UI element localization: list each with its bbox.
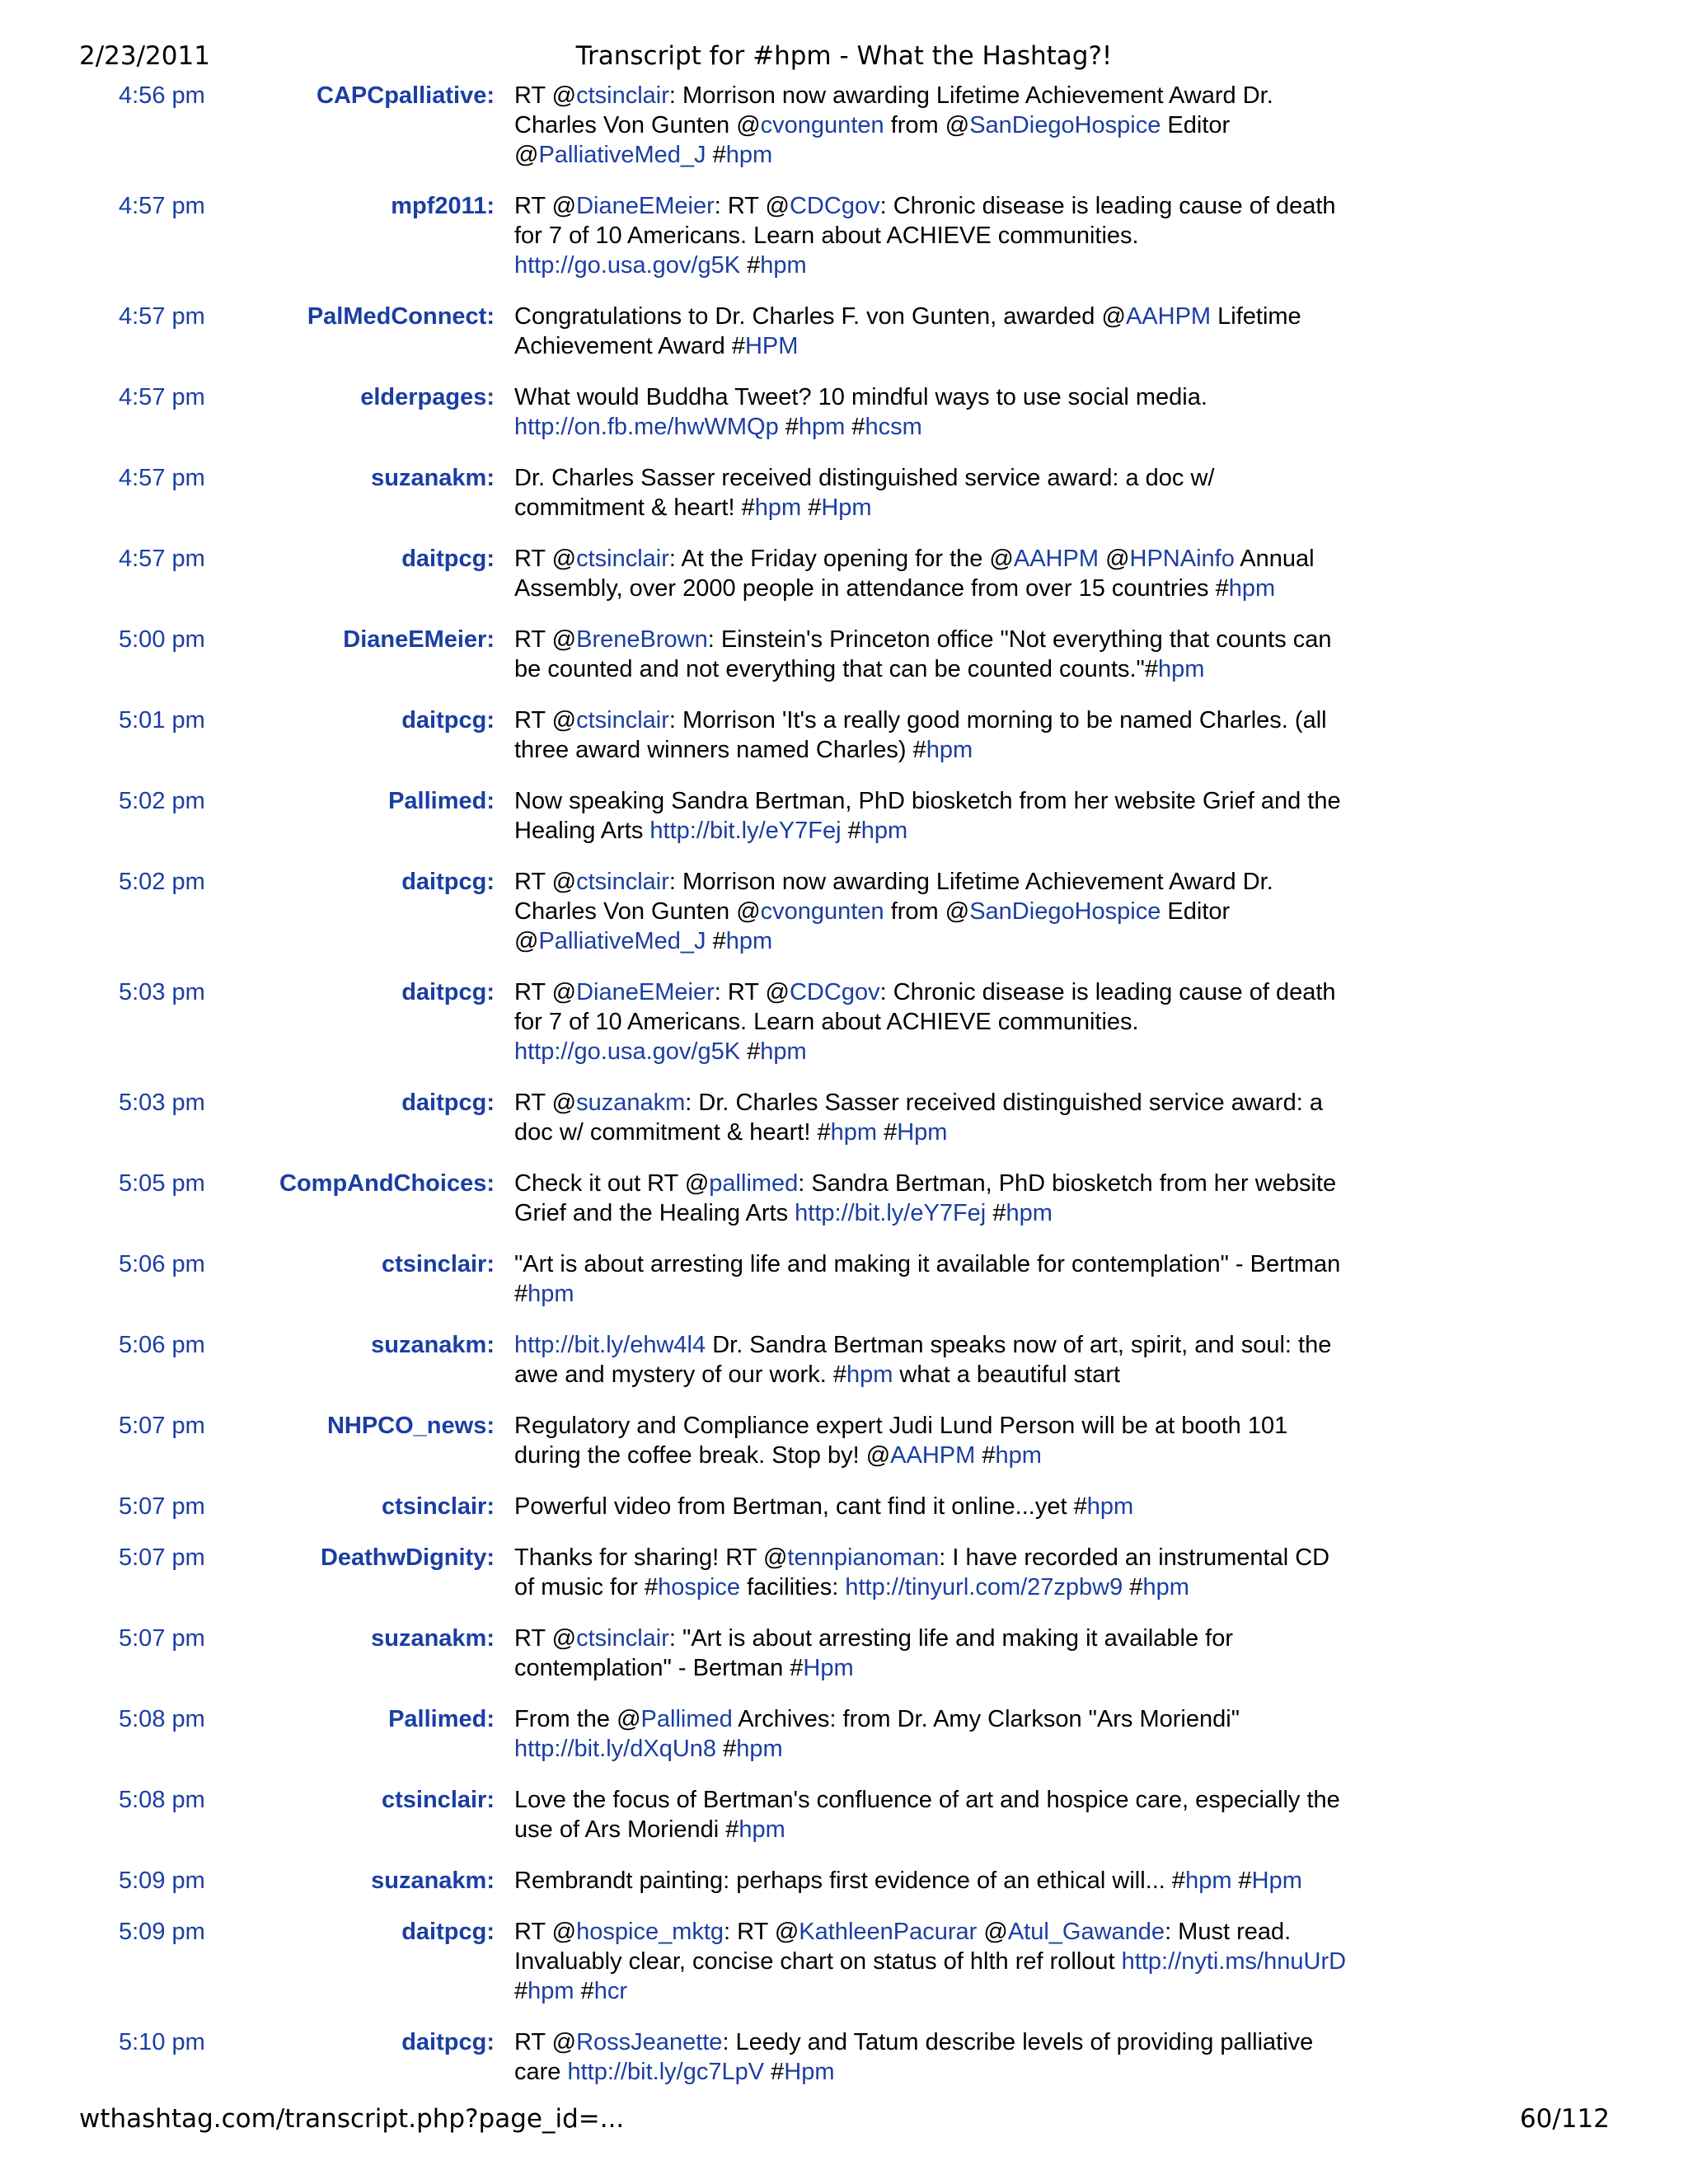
tweet-username[interactable]: mpf2011:	[391, 193, 495, 219]
tweet-link[interactable]: ctsinclair	[576, 707, 669, 733]
tweet-link[interactable]: http://on.fb.me/hwWMQp	[514, 414, 779, 440]
tweet-link[interactable]: tennpianoman	[787, 1544, 940, 1571]
tweet-text-segment: Love the focus of Bertman's confluence of art and hospice care, especially the use of Ars Moriendi #	[514, 1787, 1340, 1843]
tweet-row	[0, 1169, 1688, 1249]
tweet-text	[514, 1411, 1347, 1470]
tweet-time[interactable]: 5:03 pm	[119, 979, 205, 1005]
tweet-text-segment: : RT @	[724, 1919, 799, 1945]
tweet-link[interactable]: DianeEMeier	[576, 979, 715, 1005]
tweet-link[interactable]: PalliativeMed_J	[538, 142, 706, 168]
tweet-text-segment: : RT @	[714, 193, 790, 219]
tweet-link[interactable]: cvongunten	[760, 112, 884, 138]
tweet-link[interactable]: hpm	[798, 414, 846, 440]
tweet-text-segment: : At the Friday opening for the @	[668, 546, 1014, 572]
tweet-text	[514, 2027, 1347, 2087]
tweet-text-segment: #	[740, 252, 761, 279]
tweet-time[interactable]: 4:57 pm	[119, 193, 205, 219]
tweet-link[interactable]: http://bit.ly/ehw4l4	[514, 1332, 706, 1358]
tweet-link[interactable]: SanDiegoHospice	[969, 112, 1161, 138]
tweet-text-segment: #	[1123, 1574, 1143, 1601]
tweet-time[interactable]: 5:02 pm	[119, 788, 205, 814]
tweet-text-segment: "Art is about arresting life and making it available for contemplation" - Bertman #	[514, 1251, 1341, 1307]
tweet-time[interactable]: 5:05 pm	[119, 1170, 205, 1197]
tweet-username[interactable]: DeathwDignity:	[320, 1544, 495, 1571]
tweet-row	[0, 1785, 1688, 1866]
tweet-text-segment: RT @	[514, 1090, 577, 1116]
tweet-link[interactable]: HPNAinfo	[1129, 546, 1235, 572]
tweet-link[interactable]: BreneBrown	[576, 626, 708, 653]
tweet-link[interactable]: hpm	[995, 1442, 1042, 1469]
tweet-time[interactable]: 4:57 pm	[119, 465, 205, 491]
tweet-username[interactable]: daitpcg:	[401, 869, 495, 895]
tweet-link[interactable]: AAHPM	[1125, 303, 1212, 330]
tweet-time[interactable]: 4:56 pm	[119, 82, 205, 109]
tweet-link[interactable]: ctsinclair	[576, 1625, 669, 1652]
tweet-row	[0, 1492, 1688, 1543]
tweet-link[interactable]: hpm	[760, 1038, 807, 1065]
tweet-text-segment: : Morrison now awarding Lifetime Achievement Award Dr. Charles Von Gunten @	[514, 82, 1273, 138]
tweet-link[interactable]: hcsm	[865, 414, 922, 440]
tweet-row	[0, 1411, 1688, 1492]
tweet-link[interactable]: http://bit.ly/eY7Fej	[649, 818, 842, 844]
tweet-text-segment: : Must read. Invaluably clear, concise chart on status of hlth ref rollout	[514, 1919, 1292, 1975]
tweet-link[interactable]: hpm	[528, 1281, 574, 1307]
tweet-link[interactable]: http://bit.ly/dXqUn8	[514, 1736, 717, 1762]
tweet-link[interactable]: Hpm	[821, 494, 872, 521]
tweet-time[interactable]: 4:57 pm	[119, 546, 205, 572]
tweet-link[interactable]: hpm	[754, 494, 802, 521]
tweet-link[interactable]: PalliativeMed_J	[538, 928, 706, 954]
tweet-row	[0, 977, 1688, 1088]
tweet-username[interactable]: daitpcg:	[401, 546, 495, 572]
tweet-text-segment: : Chronic disease is leading cause of death for 7 of 10 Americans. Learn about ACHIEVE communities.	[514, 193, 1336, 249]
tweet-text-segment: Congratulations to Dr. Charles F. von Gunten, awarded @	[514, 303, 1126, 330]
tweet-text	[514, 544, 1347, 603]
tweet-time[interactable]: 5:06 pm	[119, 1251, 205, 1277]
tweet-username[interactable]: ctsinclair:	[382, 1251, 495, 1277]
tweet-time[interactable]: 5:01 pm	[119, 707, 205, 733]
tweet-text-segment: RT @	[514, 979, 577, 1005]
tweet-username[interactable]: daitpcg:	[401, 1090, 495, 1116]
tweet-text-segment: Editor @	[514, 898, 1231, 954]
tweet-text-segment: #	[1231, 1868, 1252, 1894]
tweet-text	[514, 1169, 1347, 1228]
tweet-username[interactable]: suzanakm:	[371, 1332, 495, 1358]
tweet-time[interactable]: 5:07 pm	[119, 1625, 205, 1652]
tweet-username[interactable]: daitpcg:	[401, 979, 495, 1005]
tweet-username[interactable]: Pallimed:	[388, 1706, 495, 1732]
tweet-link[interactable]: AAHPM	[1013, 546, 1100, 572]
tweet-text-segment: : Morrison now awarding Lifetime Achievement Award Dr. Charles Von Gunten @	[514, 869, 1273, 925]
tweet-text-segment: : Chronic disease is leading cause of death for 7 of 10 Americans. Learn about ACHIEVE communities.	[514, 979, 1336, 1035]
tweet-link[interactable]: ctsinclair	[576, 546, 669, 572]
tweet-text-segment: Thanks for sharing! RT @	[514, 1544, 788, 1571]
transcript-list	[0, 81, 1688, 2108]
tweet-link[interactable]: hpm	[846, 1361, 893, 1388]
tweet-time[interactable]: 4:57 pm	[119, 303, 205, 330]
tweet-text-segment: Regulatory and Compliance expert Judi Lund Person will be at booth 101 during the coffee break. Stop by! @	[514, 1413, 1288, 1469]
tweet-text-segment: : RT @	[714, 979, 790, 1005]
tweet-text	[514, 1249, 1347, 1309]
tweet-text	[514, 463, 1347, 523]
tweet-link[interactable]: Pallimed	[640, 1706, 733, 1732]
tweet-link[interactable]: RossJeanette	[576, 2029, 723, 2055]
tweet-text-segment: RT @	[514, 193, 577, 219]
tweet-username[interactable]: ctsinclair:	[382, 1493, 495, 1520]
tweet-time[interactable]: 4:57 pm	[119, 384, 205, 410]
tweet-link[interactable]: hpm	[830, 1119, 878, 1146]
tweet-text-segment: #	[574, 1978, 594, 2004]
tweet-link[interactable]: AAHPM	[890, 1442, 976, 1469]
tweet-username[interactable]: ctsinclair:	[382, 1787, 495, 1813]
page-title: Transcript for #hpm - What the Hashtag?!	[575, 41, 1113, 71]
tweet-link[interactable]: CDCgov	[789, 979, 880, 1005]
tweet-text-segment: : Einstein's Princeton office "Not everything that counts can be counted and not everything that can be counted counts."#	[514, 626, 1332, 682]
tweet-link[interactable]: hpm	[725, 928, 773, 954]
tweet-link[interactable]: http://tinyurl.com/27zpbw9	[845, 1574, 1123, 1601]
tweet-text-segment: #	[801, 494, 822, 521]
tweet-link[interactable]: Hpm	[803, 1655, 854, 1681]
tweet-text-segment: What would Buddha Tweet? 10 mindful ways to use social media.	[514, 384, 1207, 410]
tweet-text-segment: Rembrandt painting: perhaps first evidence of an ethical will... #	[514, 1868, 1186, 1894]
tweet-text-segment: facilities:	[740, 1574, 846, 1601]
tweet-text-segment: #	[841, 818, 861, 844]
tweet-text-segment: RT @	[514, 546, 577, 572]
tweet-text	[514, 1492, 1347, 1521]
tweet-text-segment: : "Art is about arresting life and making it available for contemplation" - Bertman #	[514, 1625, 1233, 1681]
page-number: 60/112	[1519, 2104, 1610, 2134]
tweet-link[interactable]: hpm	[528, 1978, 574, 2004]
tweet-time[interactable]: 5:07 pm	[119, 1413, 205, 1439]
tweet-username[interactable]: daitpcg:	[401, 2029, 495, 2055]
tweet-row	[0, 191, 1688, 302]
tweet-link[interactable]: Hpm	[1251, 1868, 1302, 1894]
tweet-time[interactable]: 5:08 pm	[119, 1787, 205, 1813]
tweet-text	[514, 1917, 1347, 2006]
tweet-link[interactable]: hospice_mktg	[576, 1919, 724, 1945]
tweet-text-segment: Lifetime Achievement Award #	[514, 303, 1301, 359]
tweet-link[interactable]: http://nyti.ms/hnuUrD	[1121, 1948, 1347, 1975]
header-date: 2/23/2011	[79, 41, 210, 71]
tweet-link[interactable]: http://go.usa.gov/g5K	[514, 1038, 741, 1065]
tweet-time[interactable]: 5:10 pm	[119, 2029, 205, 2055]
tweet-link[interactable]: hpm	[725, 142, 773, 168]
tweet-text	[514, 1785, 1347, 1844]
tweet-text-segment: from @	[884, 898, 970, 925]
footer-url: wthashtag.com/transcript.php?page_id=...	[79, 2104, 625, 2134]
tweet-text	[514, 1866, 1347, 1896]
tweet-text	[514, 977, 1347, 1066]
tweet-link[interactable]: hpm	[860, 818, 908, 844]
tweet-text	[514, 625, 1347, 684]
tweet-text-segment: #	[706, 142, 726, 168]
tweet-text-segment: #	[877, 1119, 898, 1146]
tweet-link[interactable]: hpm	[1228, 575, 1276, 602]
tweet-text	[514, 382, 1347, 442]
tweet-row	[0, 81, 1688, 191]
tweet-text	[514, 191, 1347, 280]
tweet-username[interactable]: suzanakm:	[371, 465, 495, 491]
tweet-time[interactable]: 5:02 pm	[119, 869, 205, 895]
tweet-username[interactable]: PalMedConnect:	[307, 303, 495, 330]
tweet-link[interactable]: Hpm	[784, 2059, 835, 2085]
tweet-text-segment: Now speaking Sandra Bertman, PhD biosketch from her website Grief and the Healing Arts	[514, 788, 1341, 844]
tweet-link[interactable]: ctsinclair	[576, 869, 669, 895]
tweet-link[interactable]: Atul_Gawande	[1007, 1919, 1165, 1945]
tweet-text-segment: RT @	[514, 626, 577, 653]
tweet-link[interactable]: hpm	[1142, 1574, 1189, 1601]
tweet-text	[514, 1330, 1347, 1390]
tweet-link[interactable]: Hpm	[897, 1119, 948, 1146]
tweet-row	[0, 302, 1688, 382]
tweet-text-segment: @	[977, 1919, 1008, 1945]
tweet-text-segment: #	[764, 2059, 785, 2085]
tweet-link[interactable]: suzanakm	[576, 1090, 686, 1116]
tweet-text	[514, 867, 1347, 956]
tweet-row	[0, 1704, 1688, 1785]
tweet-username[interactable]: suzanakm:	[371, 1625, 495, 1652]
tweet-time[interactable]: 5:07 pm	[119, 1544, 205, 1571]
tweet-text-segment: #	[845, 414, 865, 440]
tweet-row	[0, 1624, 1688, 1704]
tweet-time[interactable]: 5:09 pm	[119, 1919, 205, 1945]
tweet-text-segment: : Sandra Bertman, PhD biosketch from her website Grief and the Healing Arts	[514, 1170, 1337, 1226]
tweet-text-segment: : Leedy and Tatum describe levels of providing palliative care	[514, 2029, 1314, 2085]
tweet-text-segment: RT @	[514, 1919, 577, 1945]
tweet-text-segment: Powerful video from Bertman, cant find it online...yet #	[514, 1493, 1087, 1520]
tweet-text-segment: Check it out RT @	[514, 1170, 710, 1197]
tweet-username[interactable]: DianeEMeier:	[343, 626, 495, 653]
tweet-text-segment: From the @	[514, 1706, 641, 1732]
tweet-text-segment: #	[740, 1038, 761, 1065]
tweet-link[interactable]: CDCgov	[789, 193, 880, 219]
tweet-text-segment: Archives: from Dr. Amy Clarkson "Ars Moriendi"	[732, 1706, 1240, 1732]
tweet-link[interactable]: hpm	[926, 737, 973, 763]
tweet-row	[0, 786, 1688, 867]
tweet-time[interactable]: 5:00 pm	[119, 626, 205, 653]
tweet-text	[514, 1624, 1347, 1683]
tweet-text	[514, 1543, 1347, 1602]
tweet-username[interactable]: suzanakm:	[371, 1868, 495, 1894]
tweet-row	[0, 625, 1688, 705]
tweet-username[interactable]: NHPCO_news:	[326, 1413, 495, 1439]
tweet-link[interactable]: http://go.usa.gov/g5K	[514, 252, 741, 279]
tweet-text-segment: Dr. Sandra Bertman speaks now of art, spirit, and soul: the awe and mystery of our work. #	[514, 1332, 1332, 1388]
tweet-link[interactable]: hpm	[1006, 1200, 1053, 1226]
tweet-link[interactable]: cvongunten	[760, 898, 884, 925]
tweet-link[interactable]: DianeEMeier	[576, 193, 715, 219]
tweet-text-segment: Editor @	[514, 112, 1231, 168]
tweet-text-segment: RT @	[514, 1625, 577, 1652]
tweet-row	[0, 1088, 1688, 1169]
tweet-row	[0, 867, 1688, 977]
tweet-text	[514, 1088, 1347, 1147]
tweet-row	[0, 1330, 1688, 1411]
tweet-username[interactable]: Pallimed:	[388, 788, 495, 814]
tweet-username[interactable]: daitpcg:	[401, 707, 495, 733]
tweet-text-segment: : Dr. Charles Sasser received distinguished service award: a doc w/ commitment & heart! #	[514, 1090, 1323, 1146]
tweet-link[interactable]: http://bit.ly/gc7LpV	[567, 2059, 765, 2085]
tweet-link[interactable]: ctsinclair	[576, 82, 669, 109]
tweet-row	[0, 382, 1688, 463]
tweet-time[interactable]: 5:06 pm	[119, 1332, 205, 1358]
tweet-text-segment: what a beautiful start	[893, 1361, 1121, 1388]
tweet-text-segment: RT @	[514, 2029, 577, 2055]
tweet-text-segment: : Morrison 'It's a really good morning to be named Charles. (all three award winners named Charles) #	[514, 707, 1327, 763]
tweet-username[interactable]: daitpcg:	[401, 1919, 495, 1945]
tweet-link[interactable]: hpm	[760, 252, 807, 279]
tweet-link[interactable]: hpm	[1185, 1868, 1232, 1894]
tweet-text	[514, 81, 1347, 170]
tweet-link[interactable]: hpm	[736, 1736, 783, 1762]
tweet-link[interactable]: SanDiegoHospice	[969, 898, 1161, 925]
tweet-link[interactable]: hospice	[658, 1574, 741, 1601]
tweet-row	[0, 1866, 1688, 1917]
tweet-link[interactable]: http://bit.ly/eY7Fej	[795, 1200, 987, 1226]
tweet-link[interactable]: hpm	[1086, 1493, 1134, 1520]
tweet-text-segment: Annual Assembly, over 2000 people in attendance from over 15 countries #	[514, 546, 1315, 602]
tweet-row	[0, 1917, 1688, 2027]
tweet-text	[514, 1704, 1347, 1764]
tweet-row	[0, 463, 1688, 544]
tweet-text-segment: : I have recorded an instrumental CD of music for #	[514, 1544, 1330, 1601]
tweet-username[interactable]: CompAndChoices:	[279, 1170, 495, 1197]
tweet-time[interactable]: 5:08 pm	[119, 1706, 205, 1732]
tweet-link[interactable]: pallimed	[709, 1170, 799, 1197]
tweet-text-segment: #	[778, 414, 799, 440]
tweet-text-segment: #	[975, 1442, 996, 1469]
tweet-username[interactable]: CAPCpalliative:	[316, 82, 495, 109]
tweet-row	[0, 705, 1688, 786]
tweet-text-segment: from @	[884, 112, 970, 138]
tweet-text	[514, 705, 1347, 765]
tweet-link[interactable]: hcr	[593, 1978, 628, 2004]
tweet-link[interactable]: hpm	[1157, 656, 1205, 682]
tweet-text-segment: #	[514, 1978, 528, 2004]
tweet-link[interactable]: HPM	[744, 333, 799, 359]
tweet-text-segment: #	[986, 1200, 1006, 1226]
tweet-text-segment: RT @	[514, 869, 577, 895]
tweet-link[interactable]: hpm	[738, 1816, 785, 1843]
tweet-row	[0, 544, 1688, 625]
tweet-link[interactable]: KathleenPacurar	[799, 1919, 978, 1945]
tweet-row	[0, 1543, 1688, 1624]
tweet-row	[0, 2027, 1688, 2108]
tweet-text	[514, 302, 1347, 361]
tweet-text	[514, 786, 1347, 846]
tweet-text-segment: Dr. Charles Sasser received distinguished service award: a doc w/ commitment & heart! #	[514, 465, 1215, 521]
tweet-text-segment: RT @	[514, 82, 577, 109]
tweet-time[interactable]: 5:09 pm	[119, 1868, 205, 1894]
tweet-text-segment: #	[706, 928, 726, 954]
tweet-time[interactable]: 5:07 pm	[119, 1493, 205, 1520]
tweet-username[interactable]: elderpages:	[360, 384, 495, 410]
tweet-text-segment: RT @	[514, 707, 577, 733]
tweet-row	[0, 1249, 1688, 1330]
tweet-time[interactable]: 5:03 pm	[119, 1090, 205, 1116]
tweet-text-segment: @	[1099, 546, 1130, 572]
tweet-text-segment: #	[716, 1736, 737, 1762]
